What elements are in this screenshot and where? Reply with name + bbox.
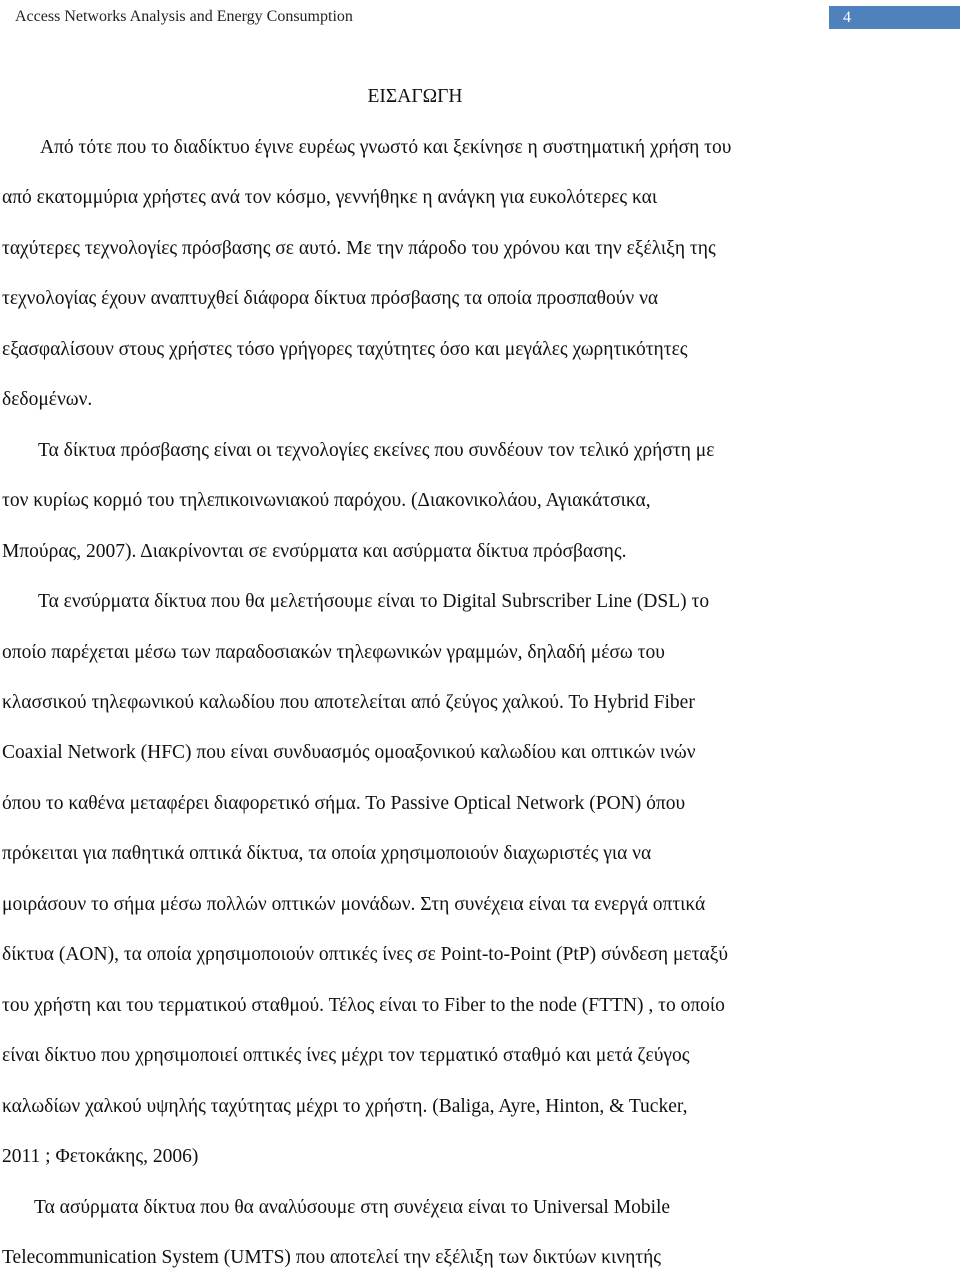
text-line: τεχνολογίας έχουν αναπτυχθεί διάφορα δίκτυα πρόσβασης τα οποία προσπαθούν να bbox=[2, 288, 659, 309]
text-line: οποίο παρέχεται μέσω των παραδοσιακών τηλεφωνικών γραμμών, δηλαδή μέσω του bbox=[2, 642, 665, 663]
text-line: του χρήστη και του τερματικού σταθμού. Τέλος είναι το Fiber to the node (FTTN) , το οποίο bbox=[2, 995, 725, 1016]
section-heading: ΕΙΣΑΓΩΓΗ bbox=[367, 86, 463, 107]
text-line: Τα ενσύρματα δίκτυα που θα μελετήσουμε είναι το Digital Subrscriber Line (DSL) το bbox=[38, 591, 710, 612]
text-line: μοιράσουν το σήμα μέσω πολλών οπτικών μονάδων. Στη συνέχεια είναι τα ενεργά οπτικά bbox=[2, 894, 706, 915]
text-line: κλασσικού τηλεφωνικού καλωδίου που αποτελείται από ζεύγος χαλκού. Το Hybrid Fiber bbox=[2, 692, 695, 713]
text-line: Τα δίκτυα πρόσβασης είναι οι τεχνολογίες εκείνες που συνδέουν τον τελικό χρήστη με bbox=[38, 440, 715, 461]
text-line: Τα ασύρματα δίκτυα που θα αναλύσουμε στη συνέχεια είναι το Universal Mobile bbox=[34, 1197, 671, 1218]
text-line: δίκτυα (AON), τα οποία χρησιμοποιούν οπτικές ίνες σε Point-to-Point (PtP) σύνδεση μεταξύ bbox=[2, 944, 728, 965]
text-line: εξασφαλίσουν στους χρήστες τόσο γρήγορες ταχύτητες όσο και μεγάλες χωρητικότητες bbox=[2, 339, 688, 360]
text-line: από εκατομμύρια χρήστες ανά τον κόσμο, γεννήθηκε η ανάγκη για ευκολότερες και bbox=[2, 187, 658, 208]
text-line: καλωδίων χαλκού υψηλής ταχύτητας μέχρι το χρήστη. (Baliga, Ayre, Hinton, & Tucker, bbox=[2, 1096, 688, 1117]
text-line: Από τότε που το διαδίκτυο έγινε ευρέως γνωστό και ξεκίνησε η συστηματική χρήση του bbox=[40, 137, 732, 158]
document-title: Access Networks Analysis and Energy Consumption bbox=[15, 8, 353, 25]
text-line: 2011 ; Φετοκάκης, 2006) bbox=[2, 1146, 199, 1167]
text-line: τον κυρίως κορμό του τηλεπικοινωνιακού παρόχου. (Διακονικολάου, Αγιακάτσικα, bbox=[2, 490, 651, 511]
text-line: είναι δίκτυο που χρησιμοποιεί οπτικές ίνες μέχρι τον τερματικό σταθμό και μετά ζεύγος bbox=[2, 1045, 690, 1066]
text-line: ταχύτερες τεχνολογίες πρόσβασης σε αυτό. Με την πάροδο του χρόνου και την εξέλιξη της bbox=[2, 238, 716, 259]
page-header bbox=[0, 0, 960, 36]
page-number-badge: 4 bbox=[829, 6, 960, 29]
text-line: όπου το καθένα μεταφέρει διαφορετικό σήμα. Το Passive Optical Network (PON) όπου bbox=[2, 793, 686, 814]
text-line: πρόκειται για παθητικά οπτικά δίκτυα, τα οποία χρησιμοποιούν διαχωριστές για να bbox=[2, 843, 652, 864]
text-line: Telecommunication System (UMTS) που αποτελεί την εξέλιξη των δικτύων κινητής bbox=[2, 1247, 662, 1268]
text-line: Coaxial Network (HFC) που είναι συνδυασμός ομοαξονικού καλωδίου και οπτικών ινών bbox=[2, 742, 696, 763]
text-line: δεδομένων. bbox=[2, 389, 93, 410]
text-line: Μπούρας, 2007). Διακρίνονται σε ενσύρματα και ασύρματα δίκτυα πρόσβασης. bbox=[2, 541, 627, 562]
